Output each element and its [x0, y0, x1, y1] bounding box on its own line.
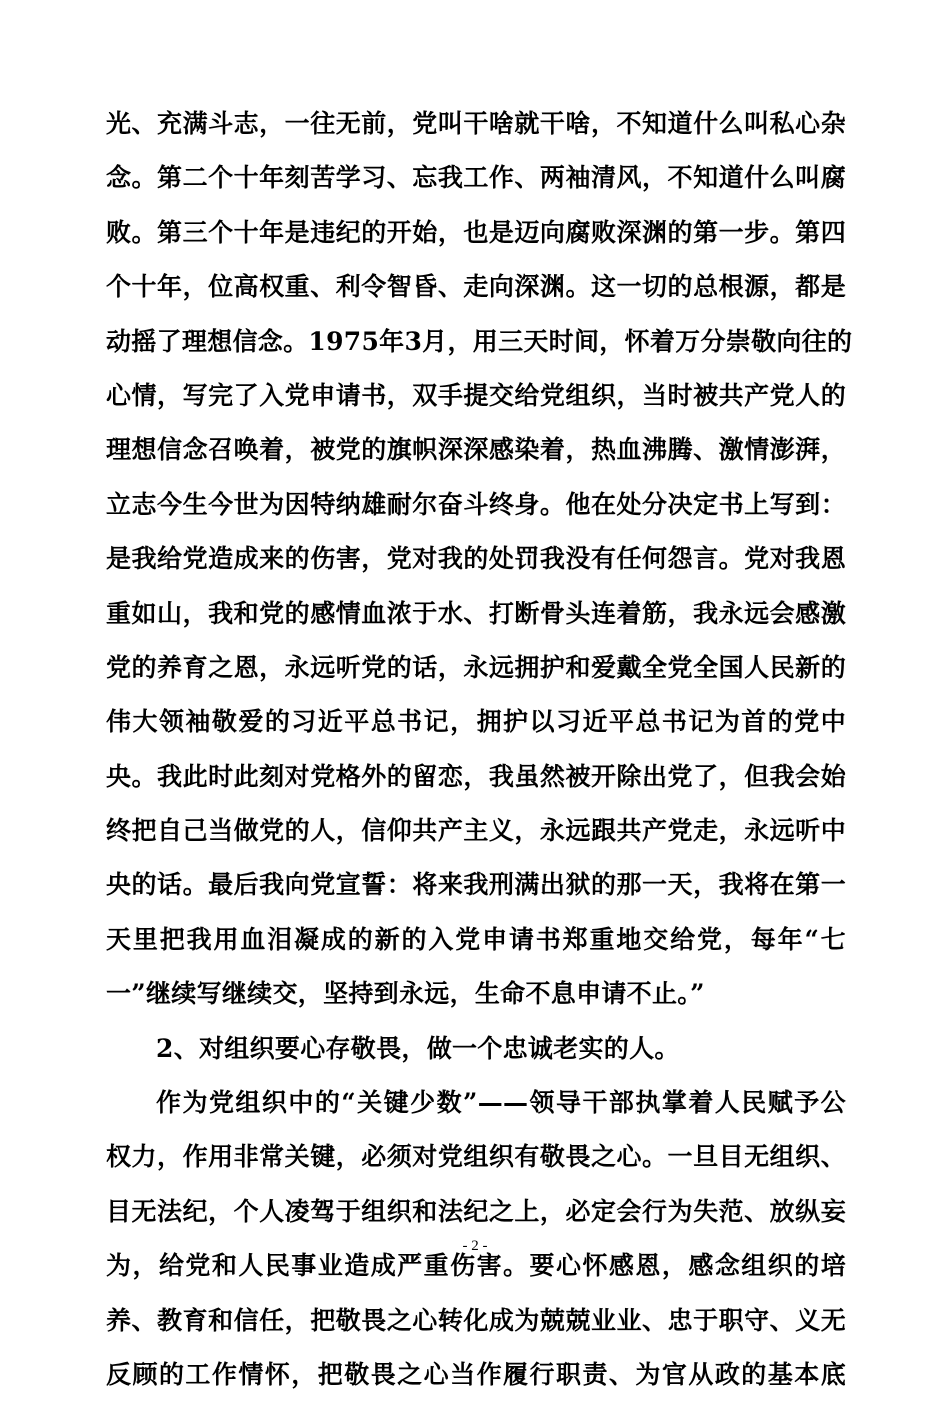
text-line: 伟大领袖敬爱的习近平总书记，拥护以习近平总书记为首的党中: [106, 707, 846, 737]
text-line: 目无法纪，个人凌驾于组织和法纪之上，必定会行为失范、放纵妄: [106, 1196, 846, 1226]
text-line: 为，给党和人民事业造成严重伤害。要心怀感恩，感念组织的培: [106, 1251, 846, 1281]
text-line: 个十年，位高权重、利令智昏、走向深渊。这一切的总根源，都是: [106, 272, 846, 302]
text-line: 是我给党造成来的伤害，党对我的处罚我没有任何怨言。党对我恩: [106, 544, 846, 574]
text-line: 央。我此时此刻对党格外的留恋，我虽然被开除出党了，但我会始: [106, 761, 846, 791]
text-line: 央的话。最后我向党宣誓：将来我刑满出狱的那一天，我将在第一: [106, 870, 846, 900]
text-line: 动摇了理想信念。1975年3月，用三天时间，怀着万分崇敬向往的: [106, 326, 853, 356]
text-line: 反顾的工作情怀，把敬畏之心当作履行职责、为官从政的基本底: [106, 1359, 846, 1389]
body-text: [106, 97, 853, 1402]
page-number: - 2 -: [462, 1238, 488, 1254]
text-line: 光、充满斗志，一往无前，党叫干啥就干啥，不知道什么叫私心杂: [106, 109, 846, 138]
text-line: 终把自己当做党的人，信仰共产主义，永远跟共产党走，永远听中: [106, 816, 846, 846]
text-line: 养、教育和信任，把敬畏之心转化成为兢兢业业、忠于职守、义无: [106, 1305, 846, 1335]
text-line: 心情，写完了入党申请书，双手提交给党组织，当时被共产党人的: [106, 380, 846, 410]
section-heading: 2、对组织要心存敬畏，做一个忠诚老实的人。: [156, 1033, 680, 1063]
text-line: 一”继续写继续交，坚持到永远，生命不息申请不止。”: [106, 979, 705, 1009]
text-line: 立志今生今世为因特纳雄耐尔奋斗终身。他在处分决定书上写到：: [106, 489, 846, 519]
text-line: 重如山，我和党的感情血浓于水、打断骨头连着筋，我永远会感激: [106, 598, 846, 628]
text-line: 天里把我用血泪凝成的新的入党申请书郑重地交给党，每年“七: [106, 924, 846, 954]
text-line: 念。第二个十年刻苦学习、忘我工作、两袖清风，不知道什么叫腐: [106, 163, 846, 193]
text-line: 作为党组织中的“关键少数”——领导干部执掌着人民赋予公: [156, 1088, 846, 1118]
text-line: 党的养育之恩，永远听党的话，永远拥护和爱戴全党全国人民新的: [106, 652, 846, 682]
text-line: 理想信念召唤着，被党的旗帜深深感染着，热血沸腾、激情澎湃，: [106, 435, 846, 465]
text-line: 权力，作用非常关键，必须对党组织有敬畏之心。一旦目无组织、: [106, 1142, 846, 1172]
text-line: 败。第三个十年是违纪的开始，也是迈向腐败深渊的第一步。第四: [106, 217, 846, 247]
